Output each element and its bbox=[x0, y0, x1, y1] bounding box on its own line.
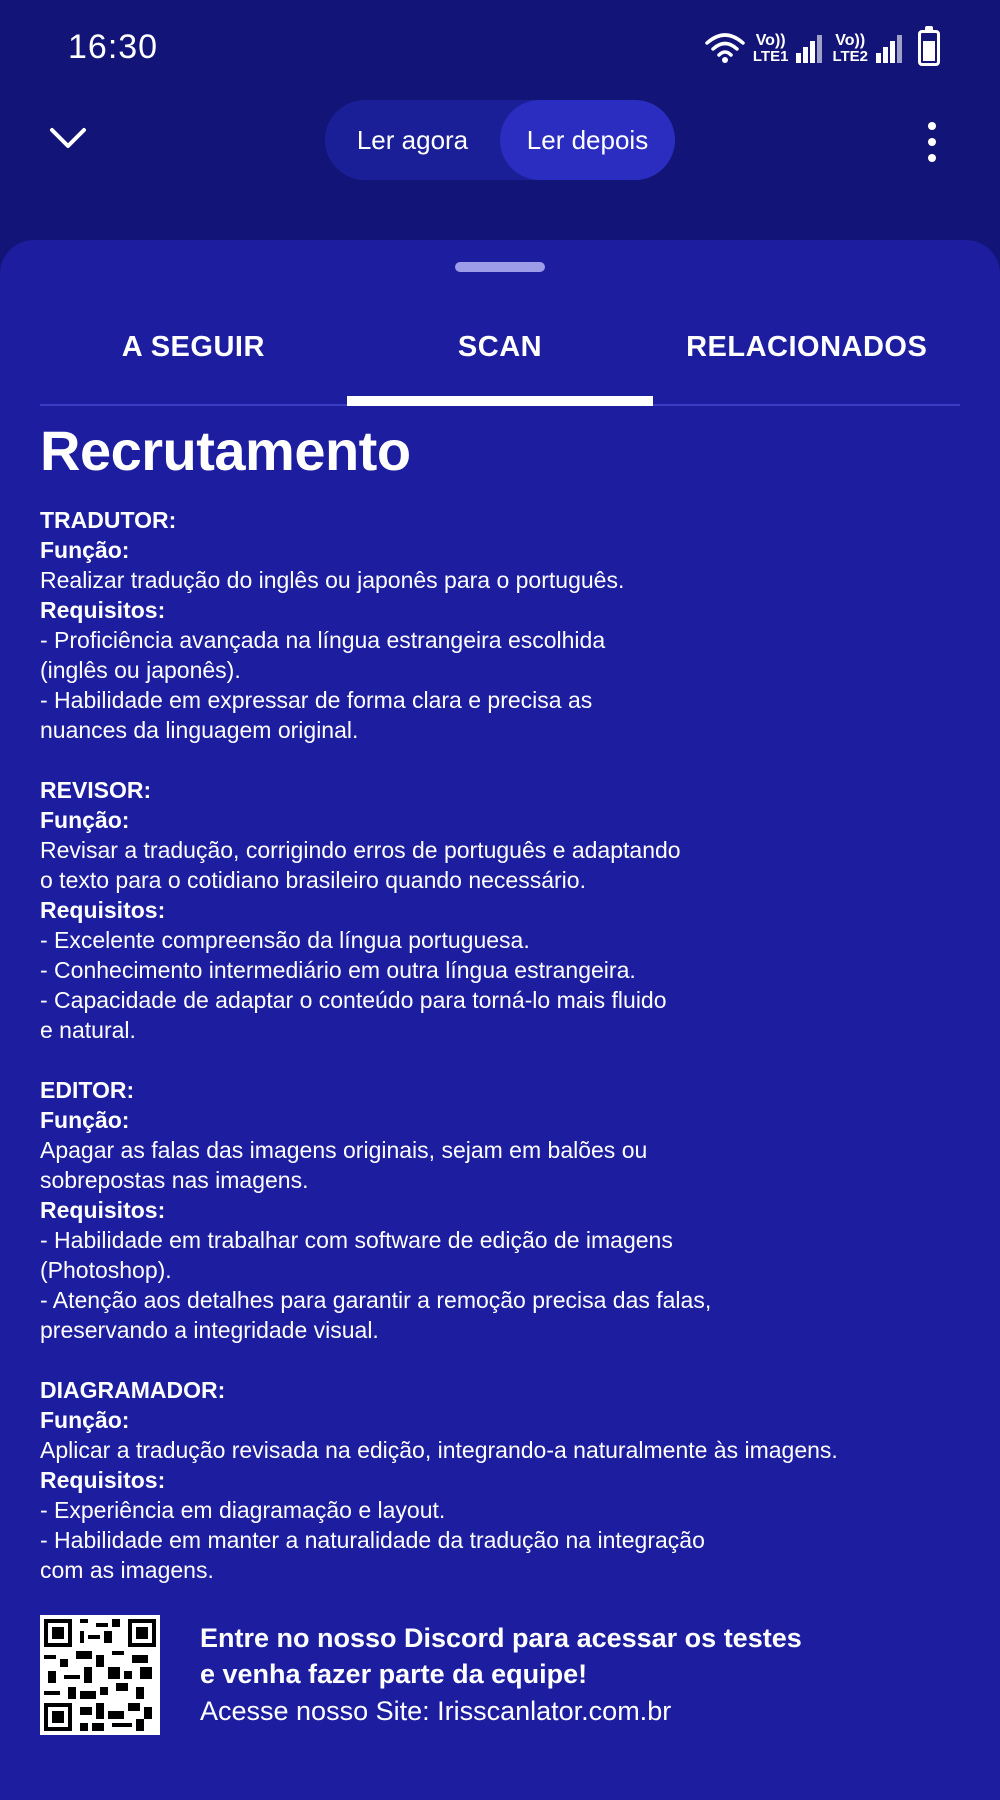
requirements-label: Requisitos: bbox=[40, 897, 166, 923]
top-bar bbox=[0, 96, 1000, 188]
discord-footer bbox=[40, 1615, 960, 1735]
scan-content bbox=[40, 412, 960, 1735]
function-label: Função: bbox=[40, 807, 130, 833]
requirements-text: - Excelente compreensão da língua portuguesa. - Conhecimento intermediário em outra língua estrangeira. - Capacidade de adaptar o conteúdo para torná-lo mais fluido e natural. bbox=[40, 927, 667, 1043]
role-section bbox=[40, 1075, 960, 1345]
signal-icon bbox=[796, 33, 824, 63]
role-section bbox=[40, 1375, 960, 1585]
wifi-icon bbox=[705, 31, 745, 65]
role-title: TRADUTOR: bbox=[40, 507, 177, 533]
tab-a-seguir[interactable]: A SEGUIR bbox=[121, 330, 265, 363]
chevron-down-icon[interactable] bbox=[46, 116, 90, 160]
tab-bar bbox=[40, 290, 960, 406]
qr-code bbox=[40, 1615, 160, 1735]
function-text: Realizar tradução do inglês ou japonês para o português. bbox=[40, 567, 625, 593]
battery-icon bbox=[918, 30, 940, 66]
role-section bbox=[40, 505, 960, 745]
requirements-label: Requisitos: bbox=[40, 1467, 166, 1493]
footer-text bbox=[200, 1620, 802, 1730]
qr-code-image bbox=[44, 1619, 156, 1731]
more-options-icon[interactable] bbox=[924, 120, 940, 164]
page-title: Recrutamento bbox=[40, 419, 411, 482]
lte2-bottom: LTE2 bbox=[832, 47, 868, 65]
lte2-top: Vo)) bbox=[835, 31, 866, 49]
lte1-bottom: LTE1 bbox=[752, 47, 789, 65]
lte1-indicator bbox=[753, 33, 789, 64]
tab-relacionados[interactable]: RELACIONADOS bbox=[686, 330, 928, 363]
role-section bbox=[40, 775, 960, 1045]
status-icons bbox=[705, 26, 940, 70]
requirements-text: - Experiência em diagramação e layout. - Habilidade em manter a naturalidade da tradução na integração com as imagens. bbox=[40, 1497, 705, 1583]
sheet-drag-handle[interactable] bbox=[455, 262, 545, 272]
signal-icon bbox=[876, 33, 904, 63]
status-bar bbox=[0, 0, 1000, 96]
role-title: EDITOR: bbox=[40, 1077, 135, 1103]
lte1-top: Vo)) bbox=[755, 31, 786, 49]
site-link[interactable]: Acesse nosso Site: Irisscanlator.com.br bbox=[200, 1696, 672, 1726]
requirements-label: Requisitos: bbox=[40, 597, 166, 623]
requirements-text: - Habilidade em trabalhar com software de edição de imagens (Photoshop). - Atenção aos detalhes para garantir a remoção precisa das falas, preservando a integridade visual. bbox=[40, 1227, 712, 1343]
requirements-text: - Proficiência avançada na língua estrangeira escolhida (inglês ou japonês). - Habilidade em expressar de forma clara e precisa as nuances da linguagem original. bbox=[40, 627, 606, 743]
footer-line-2: e venha fazer parte da equipe! bbox=[200, 1659, 588, 1689]
function-text: Revisar a tradução, corrigindo erros de português e adaptando o texto para o cotidiano brasileiro quando necessário. bbox=[40, 837, 681, 893]
function-label: Função: bbox=[40, 1407, 130, 1433]
read-now-button[interactable]: Ler agora bbox=[356, 124, 469, 155]
status-time: 16:30 bbox=[68, 28, 159, 66]
requirements-label: Requisitos: bbox=[40, 1197, 166, 1223]
lte2-indicator bbox=[832, 33, 868, 64]
role-title: DIAGRAMADOR: bbox=[40, 1377, 226, 1403]
tab-scan[interactable]: SCAN bbox=[347, 290, 654, 404]
function-label: Função: bbox=[40, 1107, 130, 1133]
read-toggle bbox=[325, 100, 675, 180]
role-title: REVISOR: bbox=[40, 777, 152, 803]
bottom-sheet bbox=[0, 240, 1000, 1800]
function-text: Aplicar a tradução revisada na edição, integrando-a naturalmente às imagens. bbox=[40, 1437, 838, 1463]
function-label: Função: bbox=[40, 537, 130, 563]
footer-line-1: Entre no nosso Discord para acessar os testes bbox=[200, 1623, 802, 1653]
read-later-button[interactable]: Ler depois bbox=[500, 100, 675, 180]
function-text: Apagar as falas das imagens originais, sejam em balões ou sobrepostas nas imagens. bbox=[40, 1137, 648, 1193]
